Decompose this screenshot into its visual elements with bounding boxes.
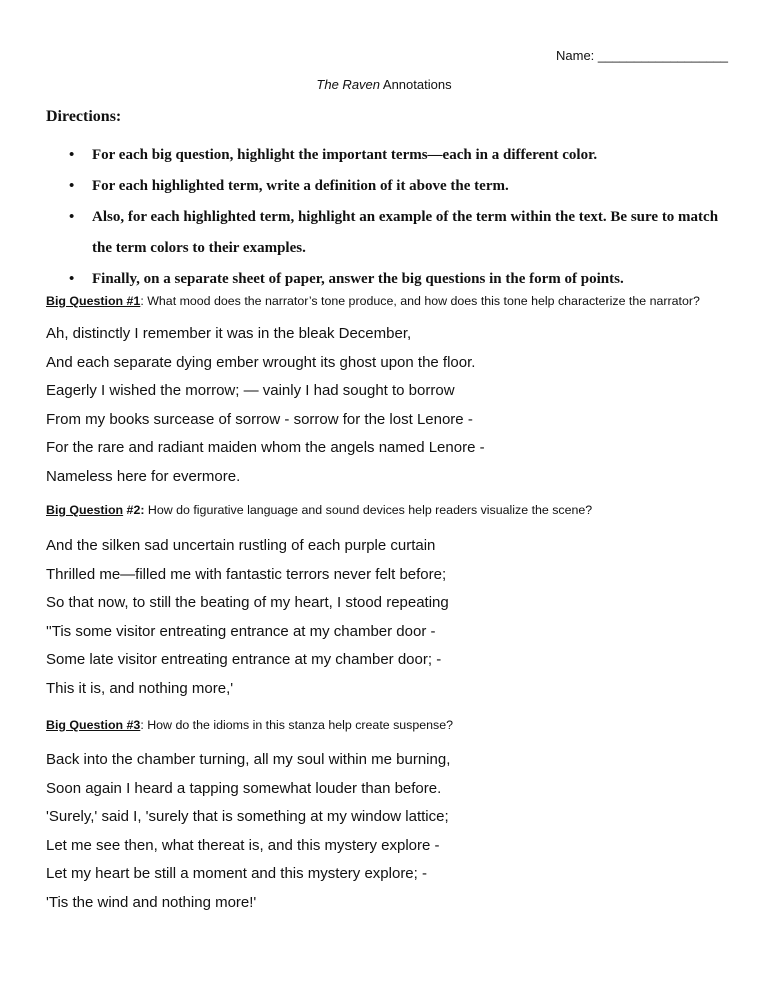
poem-line: This it is, and nothing more,' (46, 679, 234, 697)
big-question-text: How do figurative language and sound devices help readers visualize the scene? (144, 503, 593, 517)
stanza-2 (46, 532, 449, 703)
stanza-3 (46, 746, 450, 917)
poem-line: So that now, to still the beating of my heart, I stood repeating (46, 594, 449, 611)
poem-line: And each separate dying ember wrought its ghost upon the floor. (46, 353, 476, 371)
directions-list (46, 140, 726, 295)
poem-line: Let my heart be still a moment and this mystery explore; - (46, 865, 427, 882)
direction-item: • For each big question, highlight the important terms—each in a different color. (46, 140, 726, 171)
poem-line: Nameless here for evermore. (46, 467, 241, 485)
name-field: Name: __________________ (556, 48, 729, 63)
poem-line: Eagerly I wished the morrow; — vainly I had sought to borrow (46, 382, 455, 399)
title-rest: Annotations (380, 77, 452, 92)
poem-line: Thrilled me—filled me with fantastic terrors never felt before; (46, 565, 447, 583)
poem-line: And the silken sad uncertain rustling of each purple curtain (46, 537, 436, 554)
poem-line: 'Surely,' said I, 'surely that is something at my window lattice; (46, 808, 449, 825)
big-question-number: #2: (123, 503, 145, 517)
poem-line: Back into the chamber turning, all my soul within me burning, (46, 751, 451, 768)
big-question-1 (46, 294, 700, 308)
poem-line: Let me see then, what thereat is, and this mystery explore - (46, 836, 440, 854)
poem-line: ''Tis some visitor entreating entrance at my chamber door - (46, 622, 436, 640)
direction-item: • Also, for each highlighted term, highlight an example of the term within the text. Be sure to match the term colors to their examples. (46, 202, 726, 264)
poem-line: Some late visitor entreating entrance at my chamber door; - (46, 651, 442, 668)
poem-line: 'Tis the wind and nothing more!' (46, 893, 257, 911)
big-question-label: Big Question #1 (46, 294, 141, 308)
direction-item: • For each highlighted term, write a definition of it above the term. (46, 171, 726, 202)
poem-line: Soon again I heard a tapping somewhat louder than before. (46, 779, 442, 797)
direction-item: • Finally, on a separate sheet of paper, answer the big questions in the form of points. (46, 264, 726, 295)
stanza-1 (46, 320, 485, 491)
directions-heading: Directions: (46, 108, 122, 125)
big-question-2 (46, 503, 592, 517)
big-question-text: : How do the idioms in this stanza help create suspense? (140, 718, 454, 732)
big-question-text: : What mood does the narrator’s tone produce, and how does this tone help characterize the narrator? (140, 294, 700, 308)
title-italic: The Raven (316, 77, 381, 92)
big-question-3 (46, 718, 453, 732)
poem-line: From my books surcease of sorrow - sorrow for the lost Lenore - (46, 410, 473, 428)
poem-line: Ah, distinctly I remember it was in the bleak December, (46, 325, 412, 342)
big-question-label: Big Question #3 (46, 718, 141, 732)
page-title (0, 77, 768, 92)
big-question-label: Big Question (46, 503, 124, 517)
poem-line: For the rare and radiant maiden whom the angels named Lenore - (46, 439, 485, 456)
